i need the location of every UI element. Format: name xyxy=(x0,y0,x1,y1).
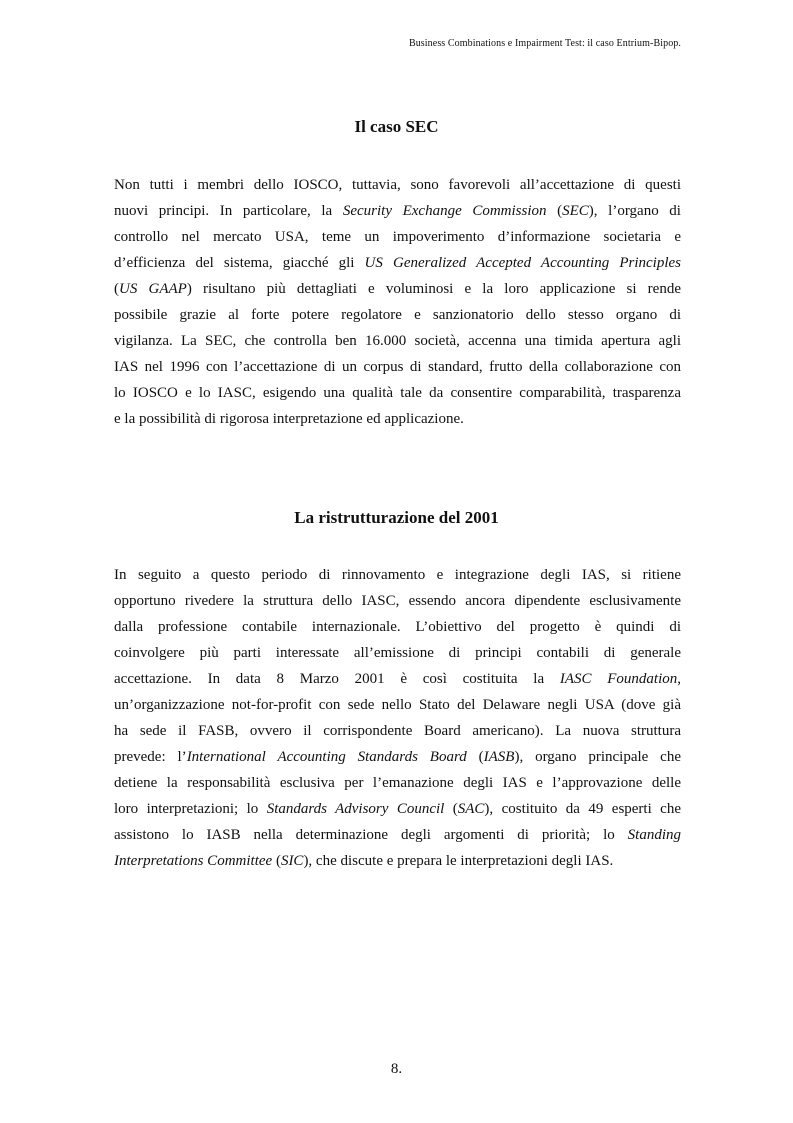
italic-term: US GAAP xyxy=(119,281,187,297)
text-run: vigilanza. La SEC, che controlla ben 16.000 società, accenna una timida apertura agli xyxy=(114,333,681,349)
running-header: Business Combinations e Impairment Test: il caso Entrium-Bipop. xyxy=(408,38,681,49)
section-title-ristrutturazione: La ristrutturazione del 2001 xyxy=(294,508,499,527)
text-run: nuovi principi. In particolare, la xyxy=(114,203,343,219)
text-run: ( xyxy=(444,801,458,817)
text-line xyxy=(114,172,681,198)
text-line xyxy=(114,380,681,406)
text-line xyxy=(114,848,681,874)
italic-term: Standards Advisory Council xyxy=(266,801,445,817)
text-run: d’efficienza del sistema, giacché gli xyxy=(114,255,365,271)
text-run: lo IOSCO e lo IASC, esigendo una qualità tale da consentire comparabilità, trasparenza xyxy=(114,385,681,401)
text-run: e la possibilità di rigorosa interpretazione ed applicazione. xyxy=(114,411,464,427)
italic-term: IASB xyxy=(483,749,515,765)
text-line xyxy=(114,328,681,354)
text-line xyxy=(114,198,681,224)
text-run: loro interpretazioni; lo xyxy=(114,801,267,817)
italic-term: SEC xyxy=(562,203,589,219)
text-run: ( xyxy=(466,749,484,765)
text-run: Non tutti i membri dello IOSCO, tuttavia, sono favorevoli all’accettazione di questi xyxy=(114,177,681,193)
italic-term: International Accounting Standards Board xyxy=(186,749,467,765)
text-line xyxy=(114,744,681,770)
text-run: , xyxy=(677,671,681,687)
italic-term: Interpretations Committee xyxy=(114,853,273,869)
text-run: ), organo principale che xyxy=(514,749,681,765)
section-title-sec: Il caso SEC xyxy=(354,117,439,136)
text-run: dalla professione contabile internazionale. L’obiettivo del progetto è quindi di xyxy=(114,619,681,635)
text-line xyxy=(114,822,681,848)
text-run: coinvolgere più parti interessate all’emissione di principi contabili di generale xyxy=(114,645,681,661)
text-run: opportuno rivedere la struttura dello IASC, essendo ancora dipendente esclusivamente xyxy=(114,593,681,609)
text-run: ), l’organo di xyxy=(588,203,681,219)
page-number: 8. xyxy=(390,1061,403,1077)
text-run: ), che discute e prepara le interpretazioni degli IAS. xyxy=(303,853,614,869)
text-line xyxy=(114,562,681,588)
text-run: controllo nel mercato USA, teme un impoverimento d’informazione societaria e xyxy=(114,229,681,245)
text-run: ( xyxy=(272,853,281,869)
text-line xyxy=(114,250,681,276)
italic-term: US Generalized Accepted Accounting Principles xyxy=(364,255,681,271)
text-run: assistono lo IASB nella determinazione degli argomenti di priorità; lo xyxy=(114,827,628,843)
text-line xyxy=(114,276,681,302)
italic-term: Security Exchange Commission xyxy=(342,203,547,219)
text-line xyxy=(114,354,681,380)
text-line xyxy=(114,666,681,692)
text-line xyxy=(114,640,681,666)
text-run: In seguito a questo periodo di rinnovamento e integrazione degli IAS, si ritiene xyxy=(114,567,681,583)
text-run: prevede: l’ xyxy=(114,749,187,765)
text-run: detiene la responsabilità esclusiva per l’emanazione degli IAS e l’approvazione delle xyxy=(114,775,681,791)
text-line xyxy=(114,302,681,328)
text-run: ( xyxy=(546,203,563,219)
text-run: IAS nel 1996 con l’accettazione di un corpus di standard, frutto della collaborazione con xyxy=(114,359,681,375)
text-line xyxy=(114,588,681,614)
text-run: ), costituito da 49 esperti che xyxy=(484,801,681,817)
text-line xyxy=(114,406,681,432)
paragraph-ristrutturazione xyxy=(114,562,681,874)
text-run: ) risultano più dettagliati e voluminosi e la loro applicazione si rende xyxy=(186,281,681,297)
text-line xyxy=(114,796,681,822)
text-line xyxy=(114,614,681,640)
italic-term: SIC xyxy=(280,853,304,869)
italic-term: IASC Foundation xyxy=(559,671,678,687)
text-run: accettazione. In data 8 Marzo 2001 è così costituita la xyxy=(114,671,560,687)
text-run: ha sede il FASB, ovvero il corrispondente Board americano). La nuova struttura xyxy=(114,723,681,739)
text-line xyxy=(114,770,681,796)
italic-term: SAC xyxy=(457,801,485,817)
text-run: un’organizzazione not-for-profit con sede nello Stato del Delaware negli USA (dove già xyxy=(114,697,681,713)
text-run: ( xyxy=(114,281,119,297)
paragraph-sec xyxy=(114,172,681,432)
italic-term: Standing xyxy=(627,827,681,843)
text-line xyxy=(114,692,681,718)
text-run: possibile grazie al forte potere regolatore e sanzionatorio dello stesso organo di xyxy=(114,307,681,323)
text-line xyxy=(114,224,681,250)
text-line xyxy=(114,718,681,744)
